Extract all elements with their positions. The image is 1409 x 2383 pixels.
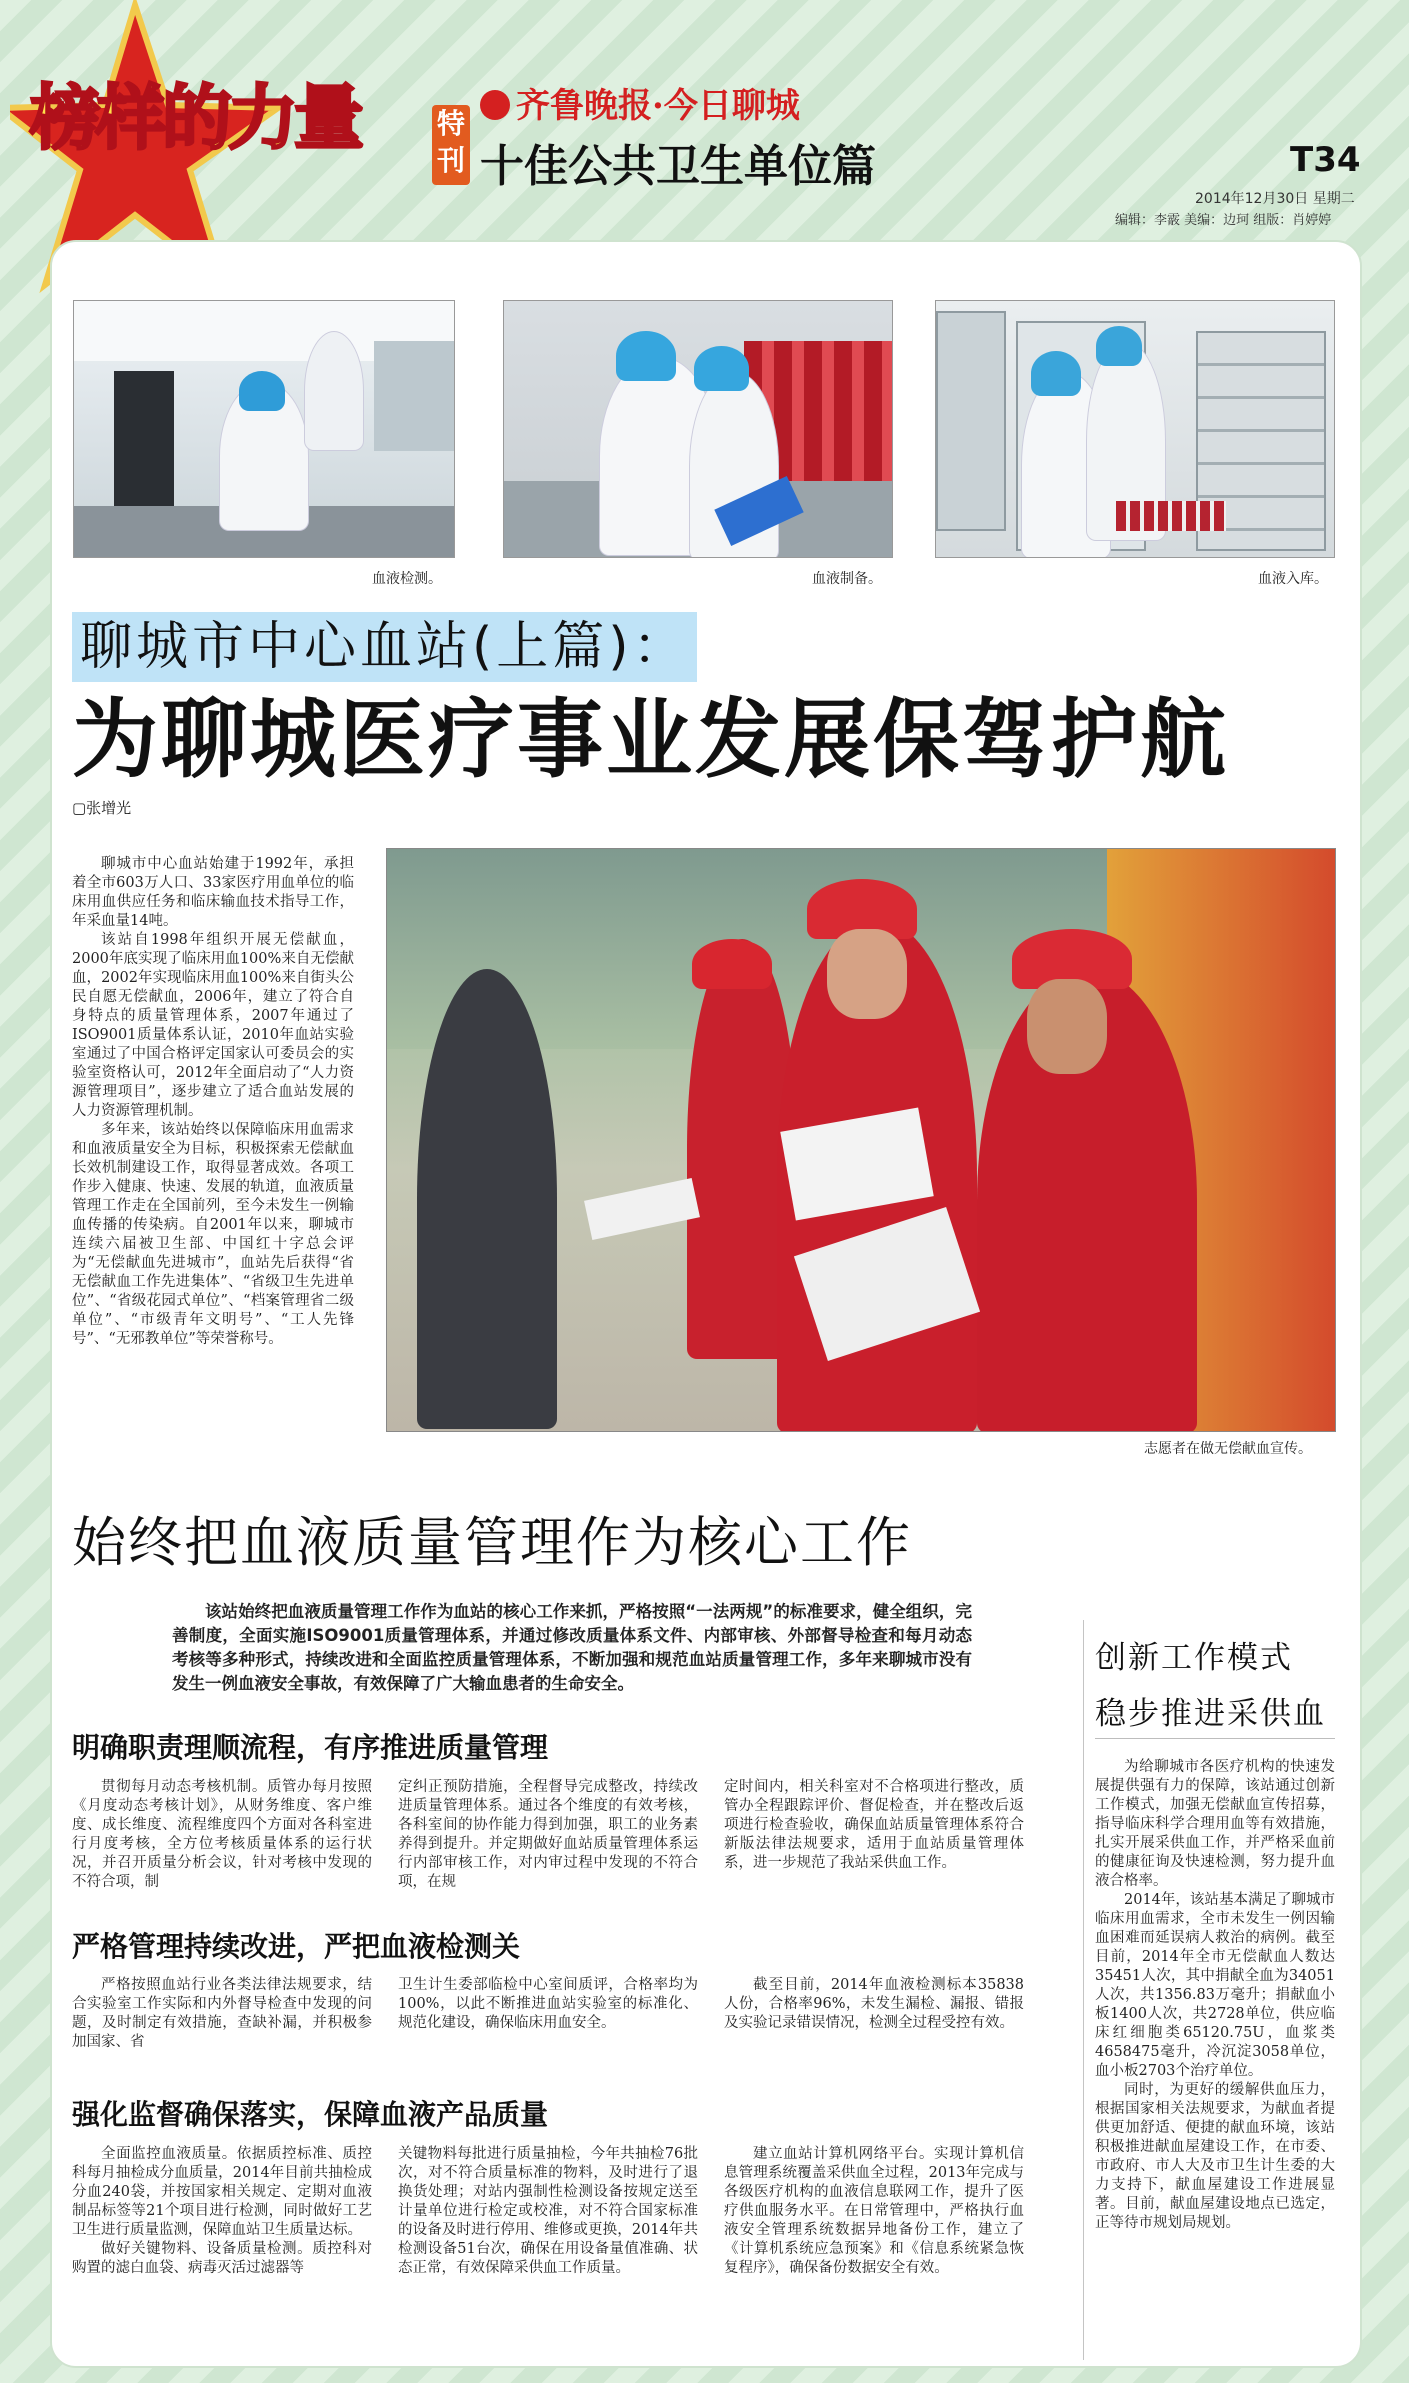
subheading-2: 严格管理持续改进，严把血液检测关 (72, 1930, 521, 1963)
paragraph: 关键物料每批进行质量抽检，今年共抽检76批次，对不符合质量标准的物料，及时进行了退换货处理；对站内强制性检测设备按规定送至计量单位进行检定或校准，对不符合国家标准的设备及时进行停用、维修或更换，2014年共检测设备51台次，确保在用设备量值准确、状态正常，有效保障采供血工作质量。 (398, 2146, 698, 2276)
page-number: T34 (1290, 140, 1361, 180)
newspaper-brand (480, 78, 800, 127)
caption-photo-1: 血液检测。 (372, 571, 442, 587)
brand-text: 齐鲁晚报·今日聊城 (516, 86, 800, 126)
paragraph: 贯彻每月动态考核机制。质管办每月按照《月度动态考核计划》，从财务维度、客户维度、成长维度、流程维度四个方面对各科室进行月度考核，全方位考核质量体系的运行状况，并召开质量分析会议，针对考核中发现的不符合项，制 (72, 1779, 372, 1890)
s1-column-1 (72, 1778, 372, 1892)
article-headline: 为聊城医疗事业发展保驾护航 (72, 690, 1229, 790)
side-column (1095, 1758, 1335, 2233)
s3-column-1 (72, 2145, 372, 2278)
dateline: 2014年12月30日 星期二 (1195, 191, 1355, 207)
paragraph: 同时，为更好的缓解供血压力，根据国家相关法规要求，为献血者提供更加舒适、便捷的献血环境，该站积极推进献血屋建设工作，在市委、市政府、市人大及市卫生计生委的大力支持下，献血屋建设工作进展显著。目前，献血屋建设地点已选定，正等待市规划局规划。 (1095, 2082, 1335, 2231)
photo-volunteers (386, 848, 1336, 1432)
paragraph: 全面监控血液质量。依据质控标准、质控科每月抽检成分血质量，2014年目前共抽检成分血240袋，并按国家相关规定、定期对血液制品标签等21个项目进行检测，同时做好工艺卫生进行质量监测，保障血站卫生质量达标。 (72, 2146, 372, 2238)
paragraph: 严格按照血站行业各类法律法规要求，结合实验室工作实际和内外督导检查中发现的问题，及时制定有效措施，查缺补漏，并积极参加国家、省 (72, 1977, 372, 2050)
paragraph: 定纠正预防措施，全程督导完成整改，持续改进质量管理体系。通过各个维度的有效考核，各科室间的协作能力得到加强，职工的业务素养得到提升。并定期做好血站质量管理体系运行内部审核工作，对内审过程中发现的不符合项，在规 (398, 1779, 698, 1890)
subheading-3: 强化监督确保落实，保障血液产品质量 (72, 2098, 549, 2131)
side-rule (1095, 1738, 1335, 1739)
leaflet-shape (584, 1178, 700, 1240)
lead-paragraph: 该站始终把血液质量管理工作作为血站的核心工作来抓，严格按照“一法两规”的标准要求，健全组织，完善制度，全面实施ISO9001质量管理体系，并通过修改质量体系文件、内部审核、外部督导检查和每月动态考核等多种形式，持续改进和全面监控质量管理体系，不断加强和规范血站质量管理工作，多年来聊城市没有发生一例血液安全事故，有效保障了广大输血患者的生命安全。 (172, 1602, 972, 1693)
intro-paragraph: 该站自1998年组织开展无偿献血，2000年底实现了临床用血100%来自无偿献血，2002年实现临床用血100%来自街头公民自愿无偿献血，2006年，建立了符合自身特点的质量管理体系，2007年通过了ISO9001质量体系认证，2010年血站实验室通过了中国合格评定国家认可委员会的实验室资格认可，2012年全面启动了“人力资源管理项目”，逐步建立了适合血站发展的人力资源管理机制。 (72, 932, 354, 1119)
paragraph: 2014年，该站基本满足了聊城市临床用血需求，全市未发生一例因输血困难而延误病人救治的病例。截至目前，2014年全市无偿献血人数达35451人次，其中捐献全血为34051人次，共1356.83万毫升；捐献血小板1400人次，共2728单位，供应临床红细胞类65120.75U，血浆类4658475毫升，冷沉淀3058单位，血小板2703个治疗单位。 (1095, 1892, 1335, 2079)
intro-column (72, 855, 354, 1349)
subheading-1: 明确职责理顺流程，有序推进质量管理 (72, 1731, 549, 1764)
intro-paragraph: 聊城市中心血站始建于1992年，承担着全市603万人口、33家医疗用血单位的临床用血供应任务和临床输血技术指导工作，年采血量14吨。 (72, 856, 354, 929)
s2-column-3 (724, 1976, 1024, 2033)
side-heading-1: 创新工作模式 (1095, 1640, 1293, 1676)
photo-blood-storage (935, 300, 1335, 558)
paragraph: 为给聊城市各医疗机构的快速发展提供强有力的保障，该站通过创新工作模式，加强无偿献血宣传招募，指导临床科学合理用血等有效措施，扎实开展采供血工作，并严格采血前的健康征询及快速检测，努力提升血液合格率。 (1095, 1759, 1335, 1889)
special-issue-badge: 特刊 (432, 105, 470, 185)
page-header (0, 0, 1409, 235)
editors-credit: 编辑：李霰 美编：边珂 组版：肖婷婷 (1115, 213, 1332, 228)
caption-big-photo: 志愿者在做无偿献血宣传。 (1144, 1441, 1312, 1457)
s1-column-2 (398, 1778, 698, 1892)
monitor-shape (114, 371, 174, 511)
paragraph: 做好关键物料、设备质量检测。质控科对购置的滤白血袋、病毒灭活过滤器等 (72, 2241, 372, 2276)
photo-blood-preparation (503, 300, 893, 558)
column-divider (1083, 1620, 1084, 2360)
s3-column-2 (398, 2145, 698, 2278)
newspaper-logo-icon (480, 90, 510, 120)
paragraph: 卫生计生委部临检中心室间质评，合格率均为100%，以此不断推进血站实验室的标准化、规范化建设，确保临床用血安全。 (398, 1977, 698, 2031)
s2-column-1 (72, 1976, 372, 2052)
banner-title: 榜样的力量 (30, 76, 360, 159)
s1-column-3 (724, 1778, 1024, 1873)
section-title: 十佳公共卫生单位篇 (480, 141, 876, 192)
paragraph: 定时间内，相关科室对不合格项进行整改，质管办全程跟踪评价、督促检查，并在整改后返项进行检查验收，确保血站质量管理体系符合新版法律法规要求，适用于血站质量管理体系，进一步规范了我站采供血工作。 (724, 1779, 1024, 1871)
s2-column-2 (398, 1976, 698, 2033)
s3-column-3 (724, 2145, 1024, 2278)
intro-paragraph: 多年来，该站始终以保障临床用血需求和血液质量安全为目标，积极探索无偿献血长效机制建设工作，取得显著成效。各项工作步入健康、快速、发展的轨道，血液质量管理工作走在全国前列，至今未发生一例输血传播的传染病。自2001年以来，聊城市连续六届被卫生部、中国红十字总会评为“无偿献血先进城市”，血站先后获得“省无偿献血工作先进集体”、“省级卫生先进单位”、“省级花园式单位”、“档案管理省二级单位”、“市级青年文明号”、“工人先锋号”、“无邪教单位”等荣誉称号。 (72, 1122, 354, 1347)
caption-photo-2: 血液制备。 (812, 571, 882, 587)
section-heading: 始终把血液质量管理作为核心工作 (72, 1511, 912, 1574)
article-kicker: 聊城市中心血站(上篇)： (72, 612, 697, 682)
caption-photo-3: 血液入库。 (1258, 571, 1328, 587)
paragraph: 建立血站计算机网络平台。实现计算机信息管理系统覆盖采供血全过程，2013年完成与各级医疗机构的血液信息联网工作，提升了医疗供血服务水平。在日常管理中，严格执行血液安全管理系统数据异地备份工作，建立了《计算机系统应急预案》和《信息系统紧急恢复程序》，确保备份数据安全有效。 (724, 2146, 1024, 2276)
paragraph: 截至目前，2014年血液检测标本35838人份，合格率96%，未发生漏检、漏报、错报及实验记录错误情况，检测全过程受控有效。 (724, 1977, 1024, 2031)
side-heading-2: 稳步推进采供血 (1095, 1696, 1326, 1732)
photo-blood-testing (73, 300, 455, 558)
article-byline: ▢张增光 (72, 799, 132, 817)
